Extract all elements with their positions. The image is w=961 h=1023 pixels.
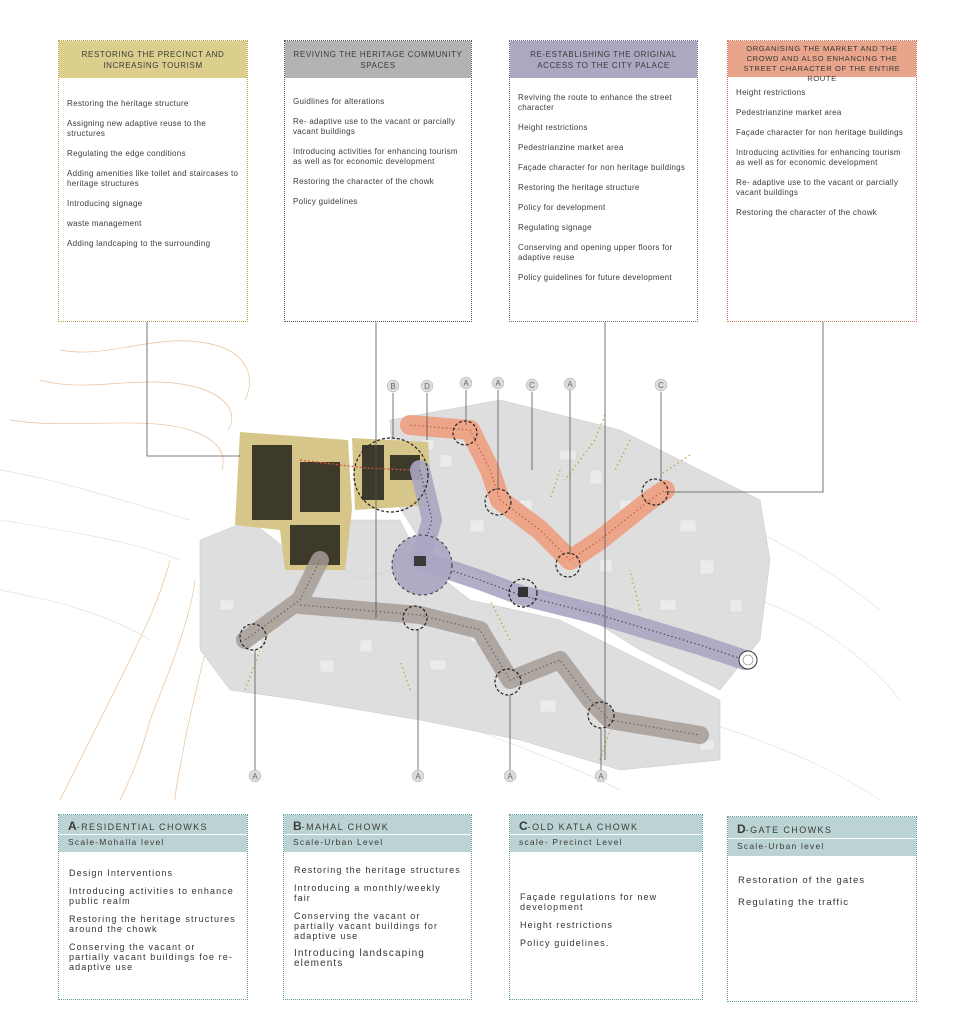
chowk-letter: D <box>737 822 746 836</box>
list-item: Assigning new adaptive reuse to the structures <box>67 119 207 138</box>
list-item: Restoring the heritage structure <box>67 99 189 108</box>
badge-bottom-3: A <box>507 772 513 781</box>
badge-top-4: A <box>495 379 501 388</box>
panel-organising-market <box>727 40 917 322</box>
list-item: Restoring the heritage structures <box>294 865 461 875</box>
list-item: Restoring the heritage structures around the chowk <box>69 914 236 934</box>
panel-scale: Scale-Mohalla level <box>59 835 247 852</box>
list-item: Conserving and opening upper floors for adaptive reuse <box>518 243 673 262</box>
panel-city-palace-access <box>509 40 698 322</box>
panel-title <box>510 815 702 834</box>
panel-items <box>284 865 471 969</box>
list-item: Restoring the character of the chowk <box>293 177 435 186</box>
list-item: Adding amenities like toilet and staircases to heritage structures <box>67 169 239 188</box>
panel-items <box>510 93 697 283</box>
chowk-letter: C <box>519 819 528 833</box>
list-item: Policy guidelines. <box>520 938 610 948</box>
list-item: Height restrictions <box>520 920 613 930</box>
list-item: Façade character for non heritage buildings <box>518 163 686 172</box>
list-item: Façade regulations for new development <box>520 892 658 912</box>
chowk-title: -OLD KATLA CHOWK <box>527 822 639 832</box>
list-item: Height restrictions <box>736 88 806 97</box>
panel-items <box>285 97 471 207</box>
list-item: Re- adaptive use to the vacant or parcially vacant buildings <box>293 117 456 136</box>
chowk-c-building <box>518 587 528 597</box>
list-item: Guidlines for alterations <box>293 97 385 106</box>
badge-bottom-1: A <box>252 772 258 781</box>
list-item: Policy for development <box>518 203 606 212</box>
list-item: Pedestrianzine market area <box>518 143 624 152</box>
list-item: Restoring the character of the chowk <box>736 208 878 217</box>
list-item: Conserving the vacant or partially vacant buildings foe re-adaptive use <box>69 942 233 972</box>
chowk-title: -GATE CHOWKS <box>745 825 833 835</box>
panel-items <box>59 99 247 249</box>
list-item: Introducing signage <box>67 199 143 208</box>
panel-old-katla-chowk <box>509 814 703 1000</box>
list-item: Adding landcaping to the surrounding <box>67 239 211 248</box>
list-item: Height restrictions <box>518 123 588 132</box>
panel-items <box>728 88 916 218</box>
badge-top-6: A <box>567 380 573 389</box>
panel-items <box>59 868 247 972</box>
panel-items <box>510 892 702 948</box>
list-item: Reviving the route to enhance the street character <box>518 93 672 112</box>
list-item: Restoration of the gates <box>738 875 866 886</box>
chowk-title: -RESIDENTIAL CHOWKS <box>76 822 208 832</box>
panel-residential-chowks <box>58 814 248 1000</box>
list-item: Re- adaptive use to the vacant or parcially vacant buildings <box>736 178 899 197</box>
list-item: Introducing a monthly/weekly fair <box>294 883 441 903</box>
panel-title: RESTORING THE PRECINCT AND INCREASING TOURISM <box>59 41 247 78</box>
list-item: Introducing activities for enhancing tourism as well as for economic development <box>736 148 901 167</box>
panel-title <box>59 815 247 834</box>
panel-scale: Scale-Urban Level <box>284 835 471 852</box>
panel-gate-chowks <box>727 816 917 1002</box>
panel-reviving-community <box>284 40 472 322</box>
list-item: Pedestrianzine market area <box>736 108 842 117</box>
list-item: Design Interventions <box>69 868 174 878</box>
list-item: Regulating signage <box>518 223 592 232</box>
list-item: Restoring the heritage structure <box>518 183 640 192</box>
list-item: Policy guidelines for future development <box>518 273 672 282</box>
panel-title: ORGANISING THE MARKET AND THE CROWD AND ALSO ENHANCING THE STREET CHARACTER OF THE ENTIRE ROUTE <box>728 41 916 77</box>
list-item: Conserving the vacant or partially vacant buildings for adaptive use <box>294 911 439 941</box>
list-item: waste management <box>67 219 142 228</box>
badge-top-7: C <box>658 381 664 390</box>
badge-top-1: B <box>390 382 396 391</box>
panel-title <box>284 815 471 834</box>
list-item: Policy guidelines <box>293 197 358 206</box>
panel-scale: scale- Precinct Level <box>510 835 702 852</box>
list-item: Regulating the traffic <box>738 897 850 908</box>
badge-top-2: D <box>424 382 430 391</box>
gate-marker <box>739 651 757 669</box>
badge-bottom-4: A <box>598 772 604 781</box>
chowk-title: -MAHAL CHOWK <box>301 822 390 832</box>
list-item: Introducing activities for enhancing tourism as well as for economic development <box>293 147 458 166</box>
panel-items <box>728 876 916 908</box>
panel-title: REVIVING THE HERITAGE COMMUNITY SPACES <box>285 41 471 78</box>
panel-title <box>728 817 916 838</box>
badge-bottom-2: A <box>415 772 421 781</box>
badge-top-3: A <box>463 379 469 388</box>
panel-restoring-precinct <box>58 40 248 322</box>
list-item: Façade character for non heritage buildings <box>736 128 904 137</box>
chowk-letter: A <box>68 819 77 833</box>
badge-top-5: C <box>529 381 535 390</box>
list-item: Introducing landscaping elements <box>294 948 425 969</box>
list-item: Regulating the edge conditions <box>67 149 186 158</box>
list-item: Introducing activities to enhance public realm <box>69 886 234 906</box>
panel-title: RE-ESTABLISHING THE ORIGINAL ACCESS TO THE CITY PALACE <box>510 41 697 78</box>
chowk-letter: B <box>293 819 302 833</box>
panel-mahal-chowk <box>283 814 472 1000</box>
panel-scale: Scale-Urban level <box>728 839 916 856</box>
